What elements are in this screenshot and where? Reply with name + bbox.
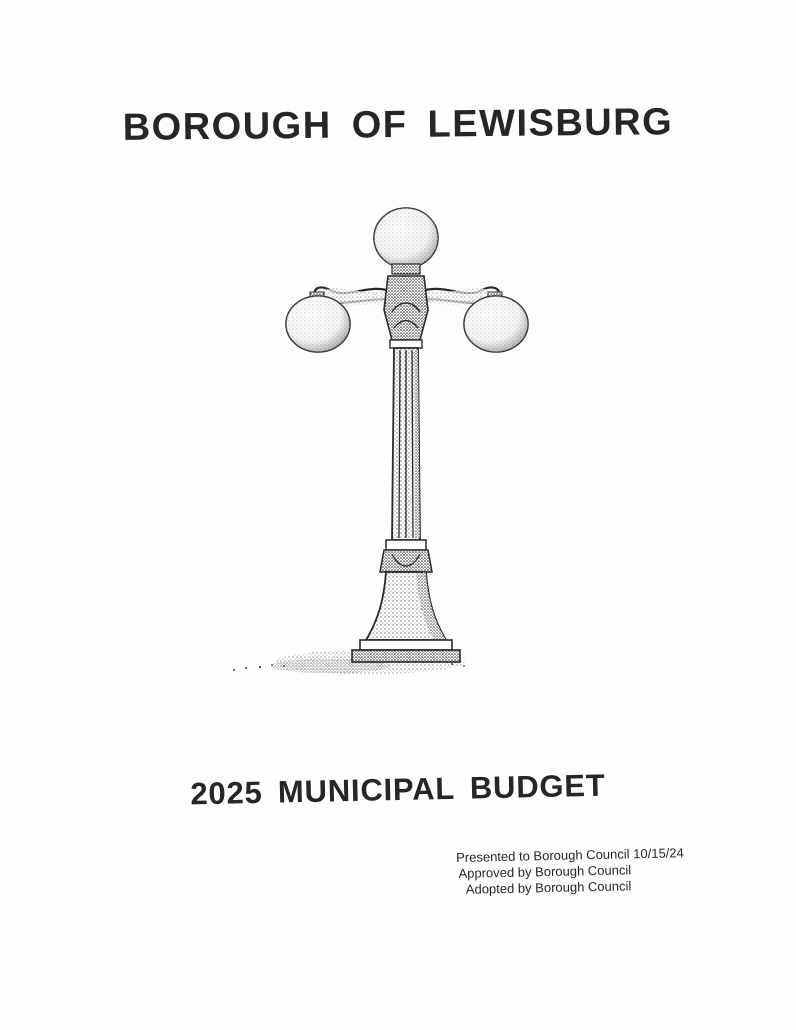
- note-approved: Approved by Borough Council: [458, 862, 632, 881]
- note-adopted: Adopted by Borough Council: [465, 878, 632, 897]
- page-title: BOROUGH OF LEWISBURG: [122, 101, 674, 149]
- lamp-column: [392, 348, 420, 540]
- top-globe: [374, 208, 438, 274]
- budget-title: 2025 MUNICIPAL BUDGET: [190, 767, 606, 812]
- approval-notes: [456, 845, 685, 898]
- lamp-capital: [384, 276, 428, 348]
- lamp-base: [352, 572, 460, 662]
- street-lamp-illustration: [220, 200, 550, 700]
- lamp-collar: [380, 540, 432, 572]
- note-presented: Presented to Borough Council 10/15/24: [456, 845, 684, 865]
